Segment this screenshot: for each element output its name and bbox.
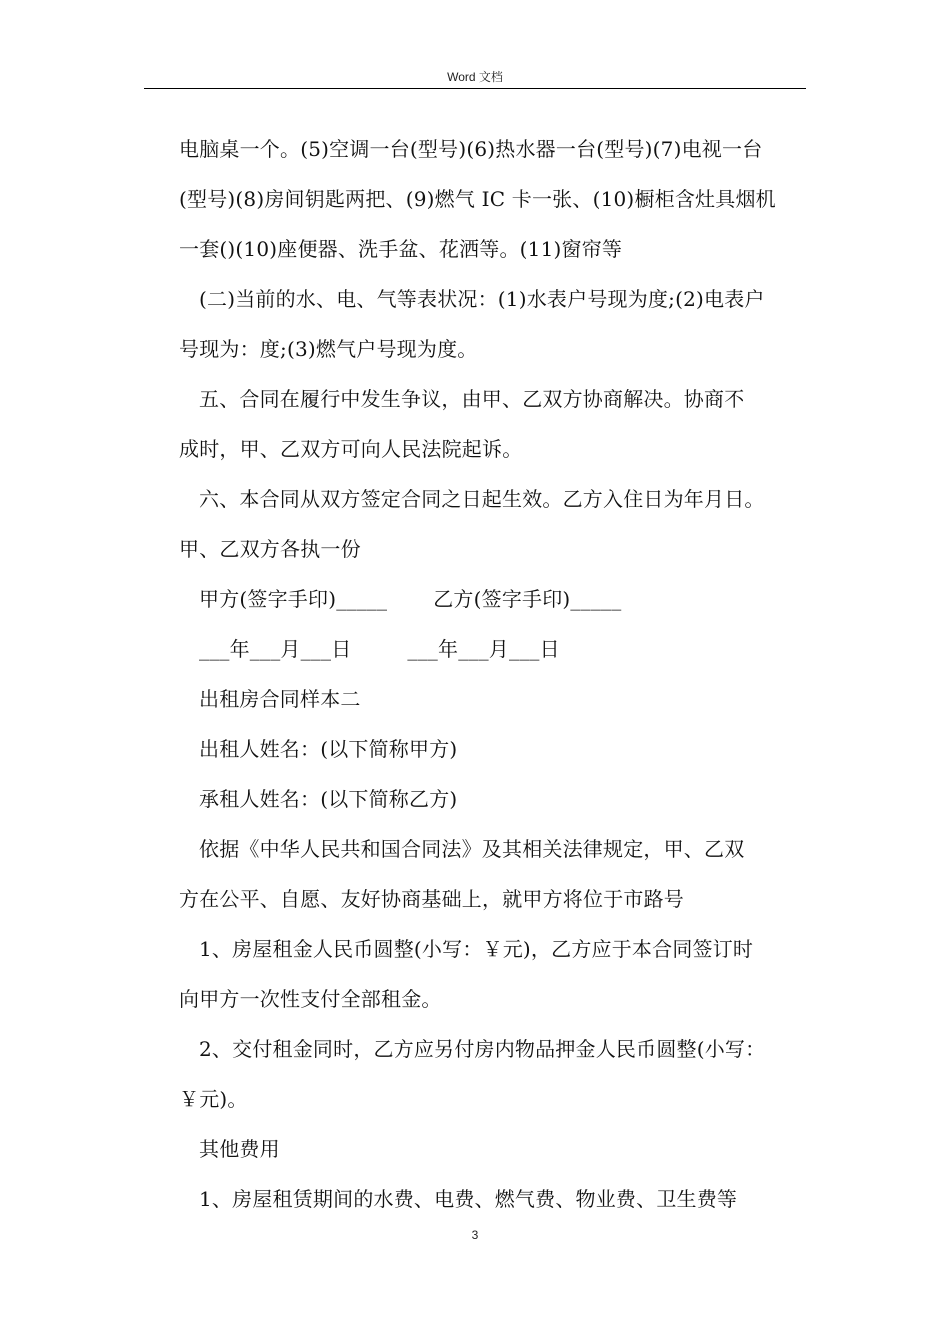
paragraph-line: ￥元)。 bbox=[179, 1087, 248, 1111]
paragraph-line: 成时，甲、乙双方可向人民法院起诉。 bbox=[179, 437, 523, 461]
party-b-date: ___年___月___日 bbox=[407, 637, 560, 661]
signature-line bbox=[179, 574, 819, 624]
page-header: Word 文档 bbox=[447, 70, 503, 84]
paragraph-line: 一套()(10)座便器、洗手盆、花洒等。(11)窗帘等 bbox=[179, 237, 623, 261]
paragraph-line: 电脑桌一个。(5)空调一台(型号)(6)热水器一台(型号)(7)电视一台 bbox=[179, 137, 763, 161]
paragraph-line: 号现为：度;(3)燃气户号现为度。 bbox=[179, 337, 478, 361]
party-a-signature: 甲方(签字手印)_____ bbox=[199, 587, 388, 611]
paragraph-line: 五、合同在履行中发生争议，由甲、乙双方协商解决。协商不 bbox=[199, 387, 745, 411]
paragraph-line: 甲、乙双方各执一份 bbox=[179, 537, 361, 561]
party-b-signature: 乙方(签字手印)_____ bbox=[433, 587, 622, 611]
paragraph-line: (二)当前的水、电、气等表状况：(1)水表户号现为度;(2)电表户 bbox=[199, 287, 765, 311]
paragraph-line: 方在公平、自愿、友好协商基础上，就甲方将位于市路号 bbox=[179, 887, 684, 911]
paragraph-line: 六、本合同从双方签定合同之日起生效。乙方入住日为年月日。 bbox=[199, 487, 765, 511]
page-number: 3 bbox=[471, 1228, 479, 1242]
document-body bbox=[179, 124, 819, 1224]
header-divider bbox=[144, 88, 806, 89]
paragraph-line: 1、房屋租赁期间的水费、电费、燃气费、物业费、卫生费等 bbox=[199, 1187, 738, 1211]
section-heading: 其他费用 bbox=[199, 1137, 280, 1161]
paragraph-line: 出租人姓名：(以下简称甲方) bbox=[199, 737, 458, 761]
party-a-date: ___年___月___日 bbox=[199, 637, 352, 661]
paragraph-line: 向甲方一次性支付全部租金。 bbox=[179, 987, 442, 1011]
paragraph-line: 2、交付租金同时，乙方应另付房内物品押金人民币圆整(小写： bbox=[199, 1037, 766, 1061]
section-title: 出租房合同样本二 bbox=[199, 687, 361, 711]
paragraph-line: (型号)(8)房间钥匙两把、(9)燃气 IC 卡一张、(10)橱柜含灶具烟机 bbox=[179, 187, 776, 211]
date-line bbox=[179, 624, 819, 674]
paragraph-line: 1、房屋租金人民币圆整(小写：￥元)，乙方应于本合同签订时 bbox=[199, 937, 754, 961]
paragraph-line: 承租人姓名：(以下简称乙方) bbox=[199, 787, 458, 811]
paragraph-line: 依据《中华人民共和国合同法》及其相关法律规定，甲、乙双 bbox=[199, 837, 745, 861]
